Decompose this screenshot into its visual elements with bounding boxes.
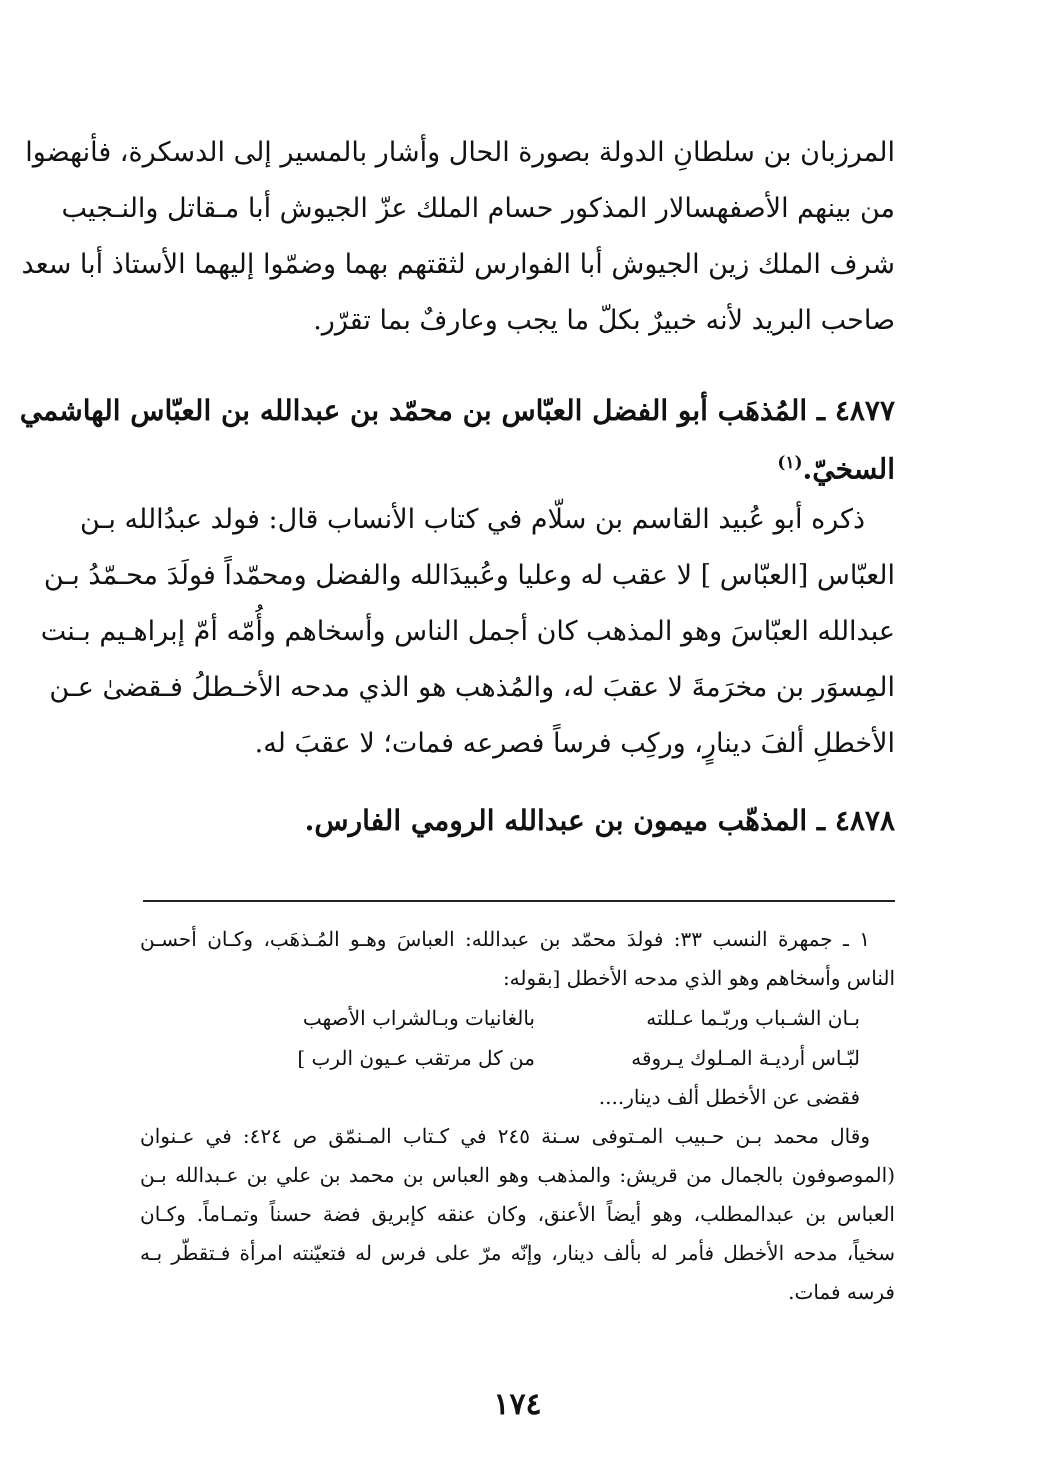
footnote-reference[interactable]: (١) xyxy=(777,453,803,473)
footnote-line: وقال محمد بـن حـبيب المـتوفى سـنة ٢٤٥ في كـتاب المـنمّق ص ٤٢٤: في عـنوان xyxy=(140,1124,870,1148)
footnote-line: فقضى عن الأخطل ألف دينار.... xyxy=(598,1085,860,1109)
page xyxy=(19,125,895,1455)
intro-line: صاحب البريد لأنه خبيرٌ بكلّ ما يجب وعارفٌ بما تقرّر. xyxy=(313,305,895,336)
footnote-line: ١ ـ جمهرة النسب ٣٣: فولدَ محمّد بن عبدالله: العباسَ وهـو المُـذهَب، وكـان أحسـن xyxy=(140,927,870,951)
footnote-line: العباس بن عبدالمطلب، وهو أيضاً الأعنق، وكان عنقه كإبريق فضة حسناً وتمـاماً. وكـان xyxy=(140,1202,895,1226)
entry-body-line: المِسوَر بن مخرَمةَ لا عقبَ له، والمُذهب هو الذي مدحه الأخـطلُ فـقضىٰ عـن xyxy=(49,672,895,703)
verse-second-hemistich: من كل مرتقب عـيون الرب ] xyxy=(297,1046,535,1070)
verse-line xyxy=(140,998,895,1038)
entry-4877-heading xyxy=(19,385,895,495)
intro-line: من بينهم الأصفهسالار المذكور حسام الملك عزّ الجيوش أبا مـقاتل والنـجيب xyxy=(61,193,895,224)
footnote-separator xyxy=(143,900,895,902)
verse-first-hemistich: بـان الشـباب وربّـما عـللته xyxy=(646,1006,860,1030)
entry-4878-heading xyxy=(140,795,895,847)
verse-second-hemistich: بالغانيات وبـالشراب الأصهب xyxy=(302,1006,535,1030)
intro-line: شرف الملك زين الجيوش أبا الفوارس لثقتهم بهما وضمّوا إليهما الأستاذ أبا سعد xyxy=(21,249,895,280)
entry-heading-line: ٤٨٧٧ ـ المُذهَب أبو الفضل العبّاس بن محمّد بن عبدالله بن العبّاس الهاشمي xyxy=(19,394,895,427)
entry-heading-text: السخيّ. xyxy=(802,452,895,486)
footnotes xyxy=(140,920,895,1312)
verse-first-hemistich: لبّـاس أرديـة المـلوك يـروقه xyxy=(631,1046,860,1070)
entry-heading-line xyxy=(140,437,895,495)
intro-line: المرزبان بن سلطانِ الدولة بصورة الحال وأشار بالمسير إلى الدسكرة، فأنهضوا xyxy=(25,137,895,168)
footnote-line: (الموصوفون بالجمال من قريش: والمذهب وهو العباس بن محمد بن علي بن عـبدالله بـن xyxy=(140,1163,895,1187)
entry-heading-line: ٤٨٧٨ ـ المذهّب ميمون بن عبدالله الرومي الفارس. xyxy=(304,804,895,837)
footnote-line: فرسه فمات. xyxy=(788,1280,895,1304)
verse-line xyxy=(140,1038,895,1078)
entry-body-line: ذكره أبو عُبيد القاسم بن سلّام في كتاب الأنساب قال: فولد عبدُالله بـن xyxy=(79,504,865,535)
footnote-line: سخياً، مدحه الأخطل فأمر له بألف دينار، وإنّه مرّ على فرس له فتعيّنته امرأة فـتقطّر بـه xyxy=(140,1241,895,1265)
footnote-line: الناس وأسخاهم وهو الذي مدحه الأخطل [بقوله: xyxy=(502,966,895,990)
entry-body-line: الأخطلِ ألفَ دينارٍ، وركِب فرساً فصرعه فمات؛ لا عقبَ له. xyxy=(254,728,895,759)
intro-paragraph xyxy=(21,125,895,349)
page-number: ١٧٤ xyxy=(493,1387,542,1422)
entry-4877-body xyxy=(40,492,895,772)
entry-body-line: العبّاس [العبّاس ] لا عقب له وعليا وعُبيدَالله والفضل ومحمّداً فولَدَ محـمّدُ بـن xyxy=(43,560,895,591)
entry-body-line: عبدالله العبّاسَ وهو المذهب كان أجمل الناس وأسخاهم وأُمّه أمّ إبراهـيم بـنت xyxy=(40,616,895,647)
